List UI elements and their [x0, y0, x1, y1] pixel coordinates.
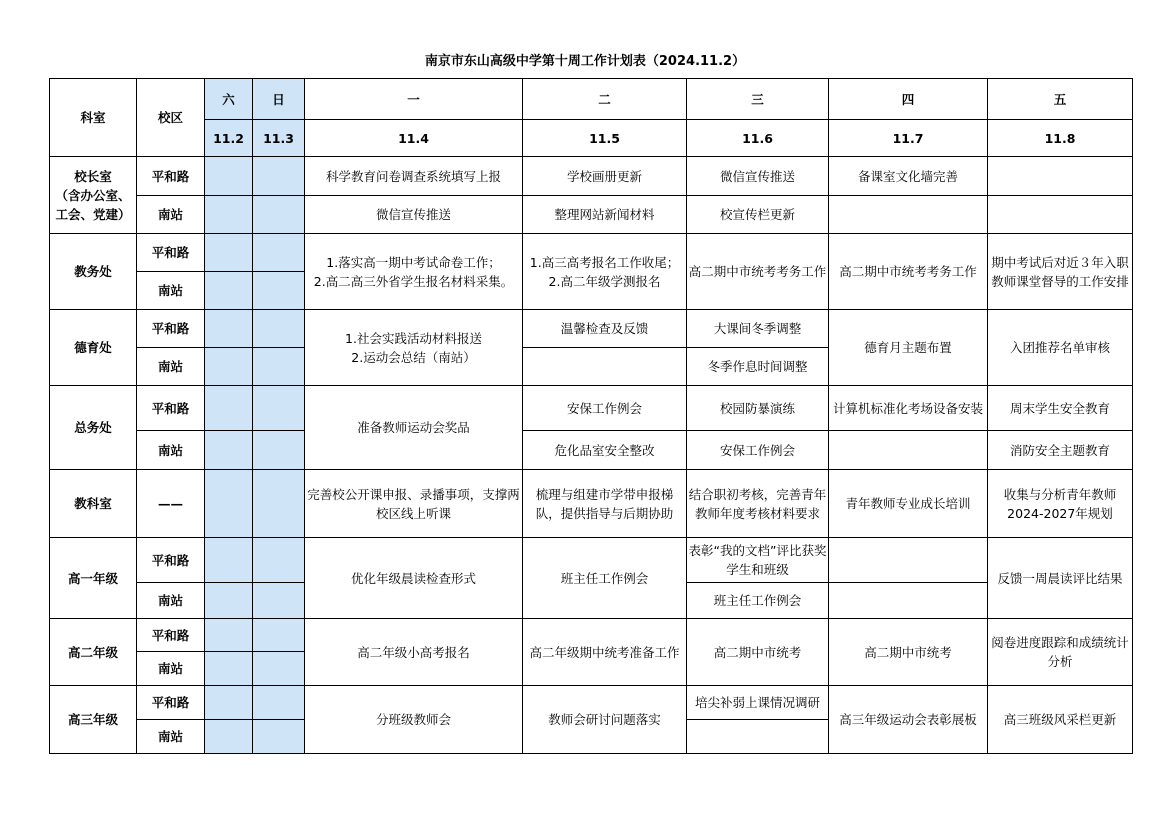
campus-label: 平和路	[137, 234, 205, 272]
task-cell: 1.高三高考报名工作收尾； 2.高二年级学测报名	[523, 234, 687, 310]
header-day-fri: 五	[988, 79, 1133, 120]
table-row	[50, 538, 1133, 583]
weekend-cell	[205, 386, 253, 431]
weekend-cell	[205, 538, 253, 583]
task-cell: 阅卷进度跟踪和成绩统计分析	[988, 619, 1133, 686]
task-cell: 收集与分析青年教师2024-2027年规划	[988, 470, 1133, 538]
task-cell	[523, 348, 687, 386]
task-cell: 1.落实高一期中考试命卷工作； 2.高二高三外省学生报名材料采集。	[305, 234, 523, 310]
header-dept: 科室	[50, 79, 137, 157]
weekend-cell	[205, 348, 253, 386]
task-cell: 学校画册更新	[523, 157, 687, 196]
weekend-cell	[253, 348, 305, 386]
task-cell: 入团推荐名单审核	[988, 310, 1133, 386]
header-campus: 校区	[137, 79, 205, 157]
task-cell: 表彰“我的文档”评比获奖学生和班级	[687, 538, 829, 583]
task-cell: 整理网站新闻材料	[523, 196, 687, 234]
page-title: 南京市东山高级中学第十周工作计划表（2024.11.2）	[424, 54, 746, 69]
task-cell: 冬季作息时间调整	[687, 348, 829, 386]
header-day-tue: 二	[523, 79, 687, 120]
header-day-thu: 四	[829, 79, 988, 120]
weekend-cell	[205, 686, 253, 720]
dept-grade1: 高一年级	[50, 538, 137, 619]
task-cell: 高二期中市统考考务工作	[687, 234, 829, 310]
task-cell: 周末学生安全教育	[988, 386, 1133, 431]
task-cell: 班主任工作例会	[687, 583, 829, 619]
header-date-fri: 11.8	[988, 120, 1133, 157]
task-cell: 微信宣传推送	[687, 157, 829, 196]
header-day-sun: 日	[253, 79, 305, 120]
task-cell: 高二年级期中统考准备工作	[523, 619, 687, 686]
campus-label: 南站	[137, 196, 205, 234]
header-day-wed: 三	[687, 79, 829, 120]
task-cell: 高三班级风采栏更新	[988, 686, 1133, 754]
task-cell: 准备教师运动会奖品	[305, 386, 523, 470]
task-cell: 高二期中市统考	[687, 619, 829, 686]
weekend-cell	[253, 652, 305, 686]
weekend-cell	[253, 538, 305, 583]
weekend-cell	[205, 470, 253, 538]
campus-label: 平和路	[137, 619, 205, 652]
campus-label: 南站	[137, 583, 205, 619]
weekend-cell	[253, 686, 305, 720]
task-cell: 教师会研讨问题落实	[523, 686, 687, 754]
weekend-cell	[253, 272, 305, 310]
task-cell: 优化年级晨读检查形式	[305, 538, 523, 619]
weekend-cell	[253, 386, 305, 431]
weekly-plan-table	[49, 78, 1133, 754]
task-cell: 1.社会实践活动材料报送 2.运动会总结（南站）	[305, 310, 523, 386]
weekend-cell	[253, 310, 305, 348]
table-row	[50, 196, 1133, 234]
weekend-cell	[205, 196, 253, 234]
task-cell: 科学教育问卷调查系统填写上报	[305, 157, 523, 196]
task-cell: 校园防暴演练	[687, 386, 829, 431]
weekend-cell	[253, 470, 305, 538]
weekend-cell	[253, 619, 305, 652]
header-date-mon: 11.4	[305, 120, 523, 157]
weekend-cell	[253, 196, 305, 234]
task-cell: 危化品室安全整改	[523, 431, 687, 470]
table-row	[50, 157, 1133, 196]
campus-label: 南站	[137, 348, 205, 386]
header-date-wed: 11.6	[687, 120, 829, 157]
task-cell: 培尖补弱上课情况调研	[687, 686, 829, 720]
task-cell: 安保工作例会	[523, 386, 687, 431]
weekend-cell	[205, 652, 253, 686]
dept-grade3: 高三年级	[50, 686, 137, 754]
header-day-sat: 六	[205, 79, 253, 120]
table-row	[50, 619, 1133, 652]
weekend-cell	[205, 234, 253, 272]
dept-grade2: 高二年级	[50, 619, 137, 686]
task-cell	[988, 157, 1133, 196]
task-cell: 青年教师专业成长培训	[829, 470, 988, 538]
header-date-sat: 11.2	[205, 120, 253, 157]
campus-label: 平和路	[137, 538, 205, 583]
task-cell: 温馨检查及反馈	[523, 310, 687, 348]
task-cell: 反馈一周晨读评比结果	[988, 538, 1133, 619]
header-date-thu: 11.7	[829, 120, 988, 157]
task-cell: 期中考试后对近３年入职教师课堂督导的工作安排	[988, 234, 1133, 310]
weekend-cell	[205, 619, 253, 652]
table-row	[50, 686, 1133, 720]
weekend-cell	[253, 431, 305, 470]
header-row-days	[50, 79, 1133, 120]
task-cell: 备课室文化墙完善	[829, 157, 988, 196]
weekend-cell	[205, 157, 253, 196]
dept-research: 教科室	[50, 470, 137, 538]
task-cell	[829, 538, 988, 583]
header-row-dates	[50, 120, 1133, 157]
table-row	[50, 386, 1133, 431]
task-cell: 高二期中市统考	[829, 619, 988, 686]
table-row	[50, 234, 1133, 272]
weekend-cell	[253, 583, 305, 619]
task-cell: 完善校公开课申报、录播事项，支撑两校区线上听课	[305, 470, 523, 538]
task-cell: 梳理与组建市学带申报梯队，提供指导与后期协助	[523, 470, 687, 538]
task-cell	[988, 196, 1133, 234]
task-cell: 安保工作例会	[687, 431, 829, 470]
task-cell: 大课间冬季调整	[687, 310, 829, 348]
campus-label: 平和路	[137, 686, 205, 720]
dept-general: 总务处	[50, 386, 137, 470]
campus-label: 平和路	[137, 157, 205, 196]
campus-label: 平和路	[137, 386, 205, 431]
weekend-cell	[253, 157, 305, 196]
weekend-cell	[205, 720, 253, 754]
dept-moral: 德育处	[50, 310, 137, 386]
weekend-cell	[253, 720, 305, 754]
task-cell	[829, 196, 988, 234]
task-cell: 高二期中市统考考务工作	[829, 234, 988, 310]
table-row	[50, 310, 1133, 348]
campus-label: 平和路	[137, 310, 205, 348]
weekend-cell	[205, 310, 253, 348]
task-cell: 班主任工作例会	[523, 538, 687, 619]
weekend-cell	[253, 234, 305, 272]
task-cell: 分班级教师会	[305, 686, 523, 754]
task-cell	[687, 720, 829, 754]
header-date-sun: 11.3	[253, 120, 305, 157]
weekend-cell	[205, 272, 253, 310]
task-cell: 德育月主题布置	[829, 310, 988, 386]
task-cell: 消防安全主题教育	[988, 431, 1133, 470]
task-cell	[829, 431, 988, 470]
task-cell: 校宣传栏更新	[687, 196, 829, 234]
header-day-mon: 一	[305, 79, 523, 120]
weekend-cell	[205, 583, 253, 619]
dept-president: 校长室 （含办公室、 工会、党建）	[50, 157, 137, 234]
task-cell: 高二年级小高考报名	[305, 619, 523, 686]
task-cell: 微信宣传推送	[305, 196, 523, 234]
task-cell: 计算机标准化考场设备安装	[829, 386, 988, 431]
task-cell	[829, 583, 988, 619]
campus-label: 南站	[137, 272, 205, 310]
task-cell: 结合职初考核，完善青年教师年度考核材料要求	[687, 470, 829, 538]
table-row	[50, 470, 1133, 538]
task-cell: 高三年级运动会表彰展板	[829, 686, 988, 754]
campus-label: 南站	[137, 652, 205, 686]
dept-academic: 教务处	[50, 234, 137, 310]
table-row	[50, 431, 1133, 470]
campus-label: 南站	[137, 720, 205, 754]
weekend-cell	[205, 431, 253, 470]
header-date-tue: 11.5	[523, 120, 687, 157]
campus-label: ——	[137, 470, 205, 538]
campus-label: 南站	[137, 431, 205, 470]
